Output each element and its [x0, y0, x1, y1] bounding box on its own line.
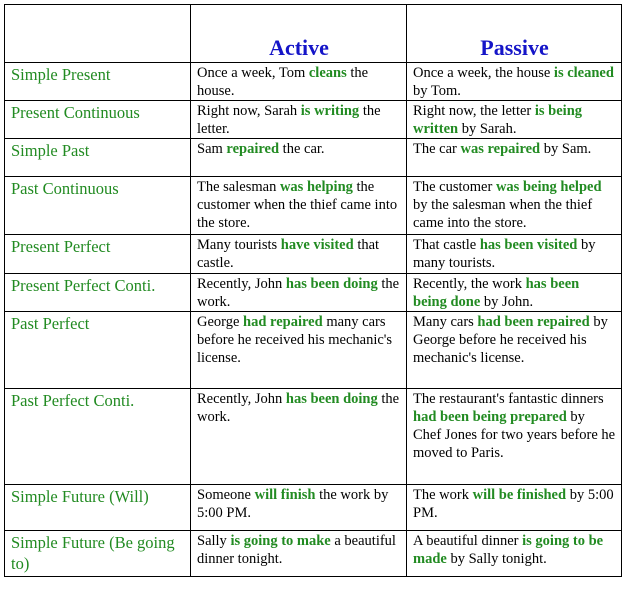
table-row: [5, 389, 622, 485]
verb-phrase: was being helped: [495, 179, 602, 195]
sentence-text: Sam: [197, 141, 227, 157]
table-row: [5, 177, 622, 235]
table-row: [5, 101, 622, 139]
tense-name: Past Continuous: [5, 177, 191, 235]
active-example: [191, 177, 407, 235]
sentence-text: the letter.: [197, 103, 381, 137]
active-example: [191, 485, 407, 531]
verb-phrase: cleans: [308, 65, 347, 81]
sentence-text: The customer: [413, 179, 496, 195]
verb-phrase: has been visited: [479, 237, 578, 253]
tense-name: Present Continuous: [5, 101, 191, 139]
sentence-text: Sally: [197, 533, 231, 549]
passive-example: [407, 389, 622, 485]
verb-phrase: have visited: [280, 237, 354, 253]
active-example: [191, 389, 407, 485]
sentence-text: by Tom.: [413, 83, 461, 99]
tense-name: Simple Past: [5, 139, 191, 177]
active-example: [191, 63, 407, 101]
sentence-text: The restaurant's fantastic dinners: [413, 391, 604, 407]
table-row: [5, 312, 622, 389]
table-body: [5, 63, 622, 577]
sentence-text: many cars before he received his mechanic's license.: [197, 314, 393, 366]
passive-example: [407, 531, 622, 577]
sentence-text: The car: [413, 141, 461, 157]
tense-name: Present Perfect: [5, 235, 191, 274]
verb-phrase: is cleaned: [553, 65, 614, 81]
verb-phrase: was helping: [279, 179, 353, 195]
sentence-text: by 5:00 PM.: [413, 487, 614, 521]
passive-example: [407, 485, 622, 531]
passive-example: [407, 312, 622, 389]
tense-name: Past Perfect Conti.: [5, 389, 191, 485]
verb-phrase: is writing: [300, 103, 360, 119]
sentence-text: Many cars: [413, 314, 478, 330]
verb-phrase: is going to be made: [413, 533, 604, 567]
sentence-text: Recently, John: [197, 391, 286, 407]
sentence-text: Recently, John: [197, 276, 286, 292]
table-row: [5, 531, 622, 577]
header-row: [5, 5, 622, 63]
table-row: [5, 139, 622, 177]
sentence-text: by Sally tonight.: [446, 551, 547, 567]
passive-example: [407, 235, 622, 274]
sentence-text: Someone: [197, 487, 255, 503]
active-example: [191, 235, 407, 274]
sentence-text: Right now, the letter: [413, 103, 535, 119]
sentence-text: by Chef Jones for two years before he moved to Paris.: [413, 409, 616, 461]
active-example: [191, 101, 407, 139]
verb-phrase: had been repaired: [477, 314, 590, 330]
sentence-text: Right now, Sarah: [197, 103, 301, 119]
tense-name: Simple Future (Be going to): [5, 531, 191, 577]
sentence-text: the house.: [197, 65, 369, 99]
passive-example: [407, 177, 622, 235]
tense-name: Past Perfect: [5, 312, 191, 389]
active-header: Active: [191, 5, 407, 63]
verb-phrase: was repaired: [460, 141, 541, 157]
active-example: [191, 139, 407, 177]
sentence-text: by Sarah.: [458, 121, 517, 137]
sentence-text: the work.: [197, 276, 400, 310]
sentence-text: George: [197, 314, 244, 330]
sentence-text: by Sam.: [540, 141, 592, 157]
sentence-text: the work.: [197, 391, 400, 425]
verb-phrase: has been doing: [285, 276, 378, 292]
active-example: [191, 531, 407, 577]
sentence-text: a beautiful dinner tonight.: [197, 533, 396, 567]
sentence-text: Many tourists: [197, 237, 281, 253]
verb-phrase: is being written: [413, 103, 583, 137]
active-example: [191, 274, 407, 312]
verb-phrase: has been doing: [285, 391, 378, 407]
tense-name: Present Perfect Conti.: [5, 274, 191, 312]
verb-phrase: had been being prepared: [413, 409, 567, 425]
sentence-text: Once a week, Tom: [197, 65, 309, 81]
sentence-text: by many tourists.: [413, 237, 596, 271]
sentence-text: The salesman: [197, 179, 280, 195]
verb-phrase: is going to make: [230, 533, 331, 549]
table-row: [5, 63, 622, 101]
sentence-text: the car.: [279, 141, 325, 157]
sentence-text: by John.: [480, 294, 534, 310]
verb-phrase: had repaired: [243, 314, 323, 330]
verb-phrase: repaired: [226, 141, 280, 157]
sentence-text: by George before he received his mechanic's license.: [413, 314, 608, 366]
tense-table: [4, 4, 622, 577]
passive-header: Passive: [407, 5, 622, 63]
corner-cell: [5, 5, 191, 63]
passive-example: [407, 63, 622, 101]
active-example: [191, 312, 407, 389]
sentence-text: that castle.: [197, 237, 380, 271]
sentence-text: Once a week, the house: [413, 65, 554, 81]
passive-example: [407, 139, 622, 177]
passive-example: [407, 101, 622, 139]
sentence-text: A beautiful dinner: [413, 533, 523, 549]
passive-example: [407, 274, 622, 312]
table-row: [5, 274, 622, 312]
sentence-text: Recently, the work: [413, 276, 526, 292]
tense-name: Simple Present: [5, 63, 191, 101]
table-row: [5, 485, 622, 531]
tense-name: Simple Future (Will): [5, 485, 191, 531]
sentence-text: the customer when the thief came into the store.: [197, 179, 398, 231]
table-row: [5, 235, 622, 274]
sentence-text: The work: [413, 487, 473, 503]
sentence-text: by the salesman when the thief came into the store.: [413, 197, 593, 231]
sentence-text: That castle: [413, 237, 480, 253]
sentence-text: the work by 5:00 PM.: [197, 487, 389, 521]
verb-phrase: has been being done: [413, 276, 580, 310]
verb-phrase: will be finished: [472, 487, 567, 503]
verb-phrase: will finish: [254, 487, 316, 503]
